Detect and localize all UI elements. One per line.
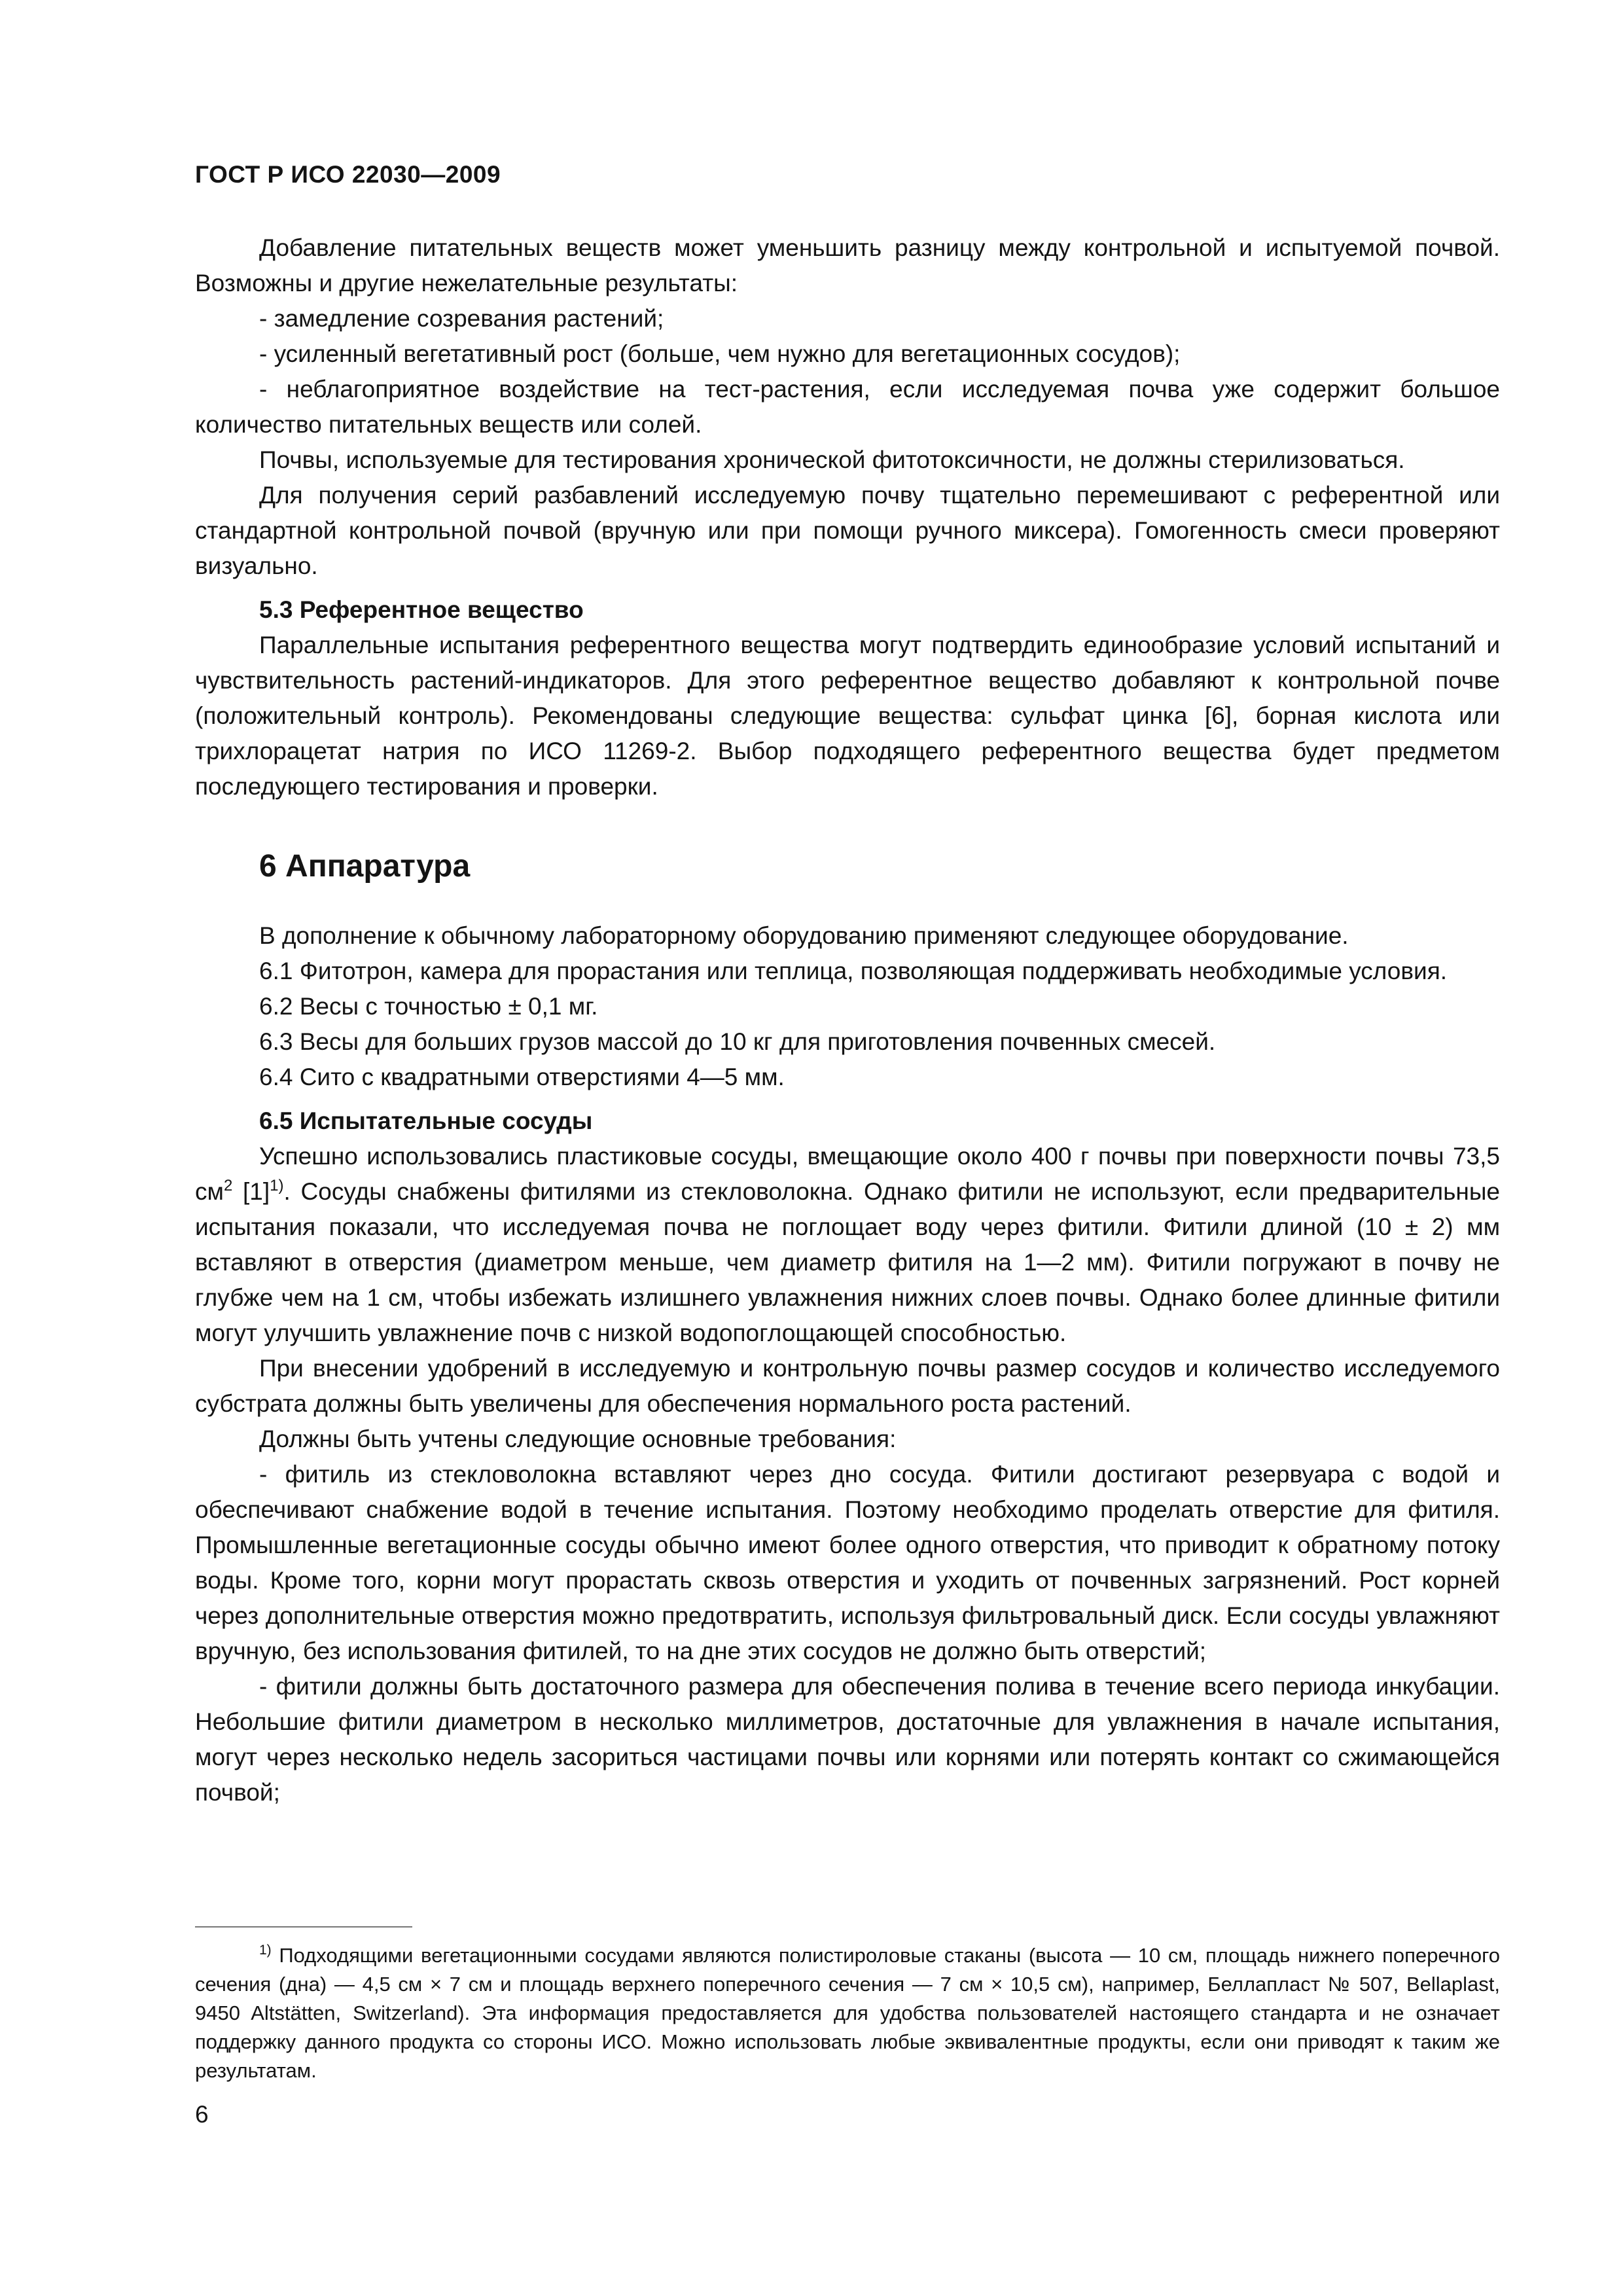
main-text (195, 230, 1500, 1810)
text-run: . Сосуды снабжены фитилями из стекловолокна. Однако фитили не используют, если предварительные испытания показали, что исследуемая почва не поглощает воду через фитили. Фитили длиной (10 ± 2) мм вставляют в отверстия (диаметром меньше, чем диаметр фитиля на 1—2 мм). Фитили погружают в почву не глубже чем на 1 см, чтобы избежать излишнего увлажнения нижних слоев почвы. Однако более длинные фитили могут улучшить увлажнение почв с низкой водопоглощающей способностью. (195, 1178, 1501, 1346)
footnote-mark: 1) (259, 1943, 272, 1958)
paragraph: Параллельные испытания референтного вещества могут подтвердить единообразие условий испытаний и чувствительность растений-индикаторов. Для этого референтное вещество добавляют к контрольной почве (положительный контроль). Рекомендованы следующие вещества: сульфат цинка [6], борная кислота или трихлорацетат натрия по ИСО 11269-2. Выбор подходящего референтного вещества будет предметом последующего тестирования и проверки. (195, 632, 1500, 800)
footnote-body: Подходящими вегетационными сосудами являются полистироловые стаканы (высота — 10 см, площадь нижнего поперечного сечения (дна) — 4,5 см × 7 см и площадь верхнего поперечного сечения — 7 см × 10,5 см), например, Беллапласт № 507, Bellaplast, 9450 Altstätten, Switzerland). Эта информация предоставляется для удобства пользователей настоящего стандарта и не означает поддержку данного продукта со стороны ИСО. Можно использовать любые эквивалентные продукты, если они приводят к таким же результатам. (195, 1944, 1500, 2082)
text-run: [1] (232, 1178, 270, 1205)
paragraph: 6.3 Весы для больших грузов массой до 10 кг для приготовления почвенных смесей. (259, 1028, 1216, 1055)
page-number: 6 (195, 2101, 209, 2128)
footnote-ref: 1) (270, 1177, 284, 1194)
list-item: - фитили должны быть достаточного размера для обеспечения полива в течение всего периода инкубации. Небольшие фитили диаметром в несколько миллиметров, достаточные для увлажнения в начале испытания, могут через несколько недель засориться частицами почвы или корнями или потерять контакт со сжимающейся почвой; (195, 1673, 1500, 1806)
document-header: ГОСТ Р ИСО 22030—2009 (195, 161, 501, 188)
paragraph (195, 1139, 1500, 1351)
subsection-heading-5-3: 5.3 Референтное вещество (259, 596, 584, 623)
paragraph: В дополнение к обычному лабораторному оборудованию применяют следующее оборудование. (259, 922, 1349, 949)
footnote-text (195, 1941, 1500, 2085)
paragraph: Должны быть учтены следующие основные требования: (259, 1426, 897, 1452)
footnote (195, 1941, 1500, 2085)
subsection-heading-6-5: 6.5 Испытательные сосуды (259, 1107, 593, 1134)
paragraph: 6.4 Сито с квадратными отверстиями 4—5 мм. (259, 1064, 785, 1090)
paragraph: 6.1 Фитотрон, камера для прорастания или теплица, позволяющая поддерживать необходимые условия. (259, 958, 1448, 984)
paragraph: Для получения серий разбавлений исследуемую почву тщательно перемешивают с референтной или стандартной контрольной почвой (вручную или при помощи ручного миксера). Гомогенность смеси проверяют визуально. (195, 482, 1500, 579)
list-item: - неблагоприятное воздействие на тест-растения, если исследуемая почва уже содержит большое количество питательных веществ или солей. (195, 376, 1500, 438)
paragraph: При внесении удобрений в исследуемую и контрольную почвы размер сосудов и количество исследуемого субстрата должны быть увеличены для обеспечения нормального роста растений. (195, 1355, 1500, 1417)
superscript: 2 (223, 1177, 233, 1194)
list-item: - замедление созревания растений; (259, 305, 664, 332)
paragraph: Почвы, используемые для тестирования хронической фитотоксичности, не должны стерилизоваться. (259, 446, 1405, 473)
section-heading-6: 6 Аппаратура (259, 849, 471, 884)
paragraph: 6.2 Весы с точностью ± 0,1 мг. (259, 993, 598, 1020)
paragraph: Добавление питательных веществ может уменьшить разницу между контрольной и испытуемой почвой. Возможны и другие нежелательные результаты: (195, 234, 1500, 296)
list-item: - фитиль из стекловолокна вставляют через дно сосуда. Фитили достигают резервуара с водой и обеспечивают снабжение водой в течение испытания. Поэтому необходимо проделать отверстие для фитиля. Промышленные вегетационные сосуды обычно имеют более одного отверстия, что приводит к обратному потоку воды. Кроме того, корни могут прорастать сквозь отверстия и уходить от почвенных загрязнений. Рост корней через дополнительные отверстия можно предотвратить, используя фильтровальный диск. Если сосуды увлажняют вручную, без использования фитилей, то на дне этих сосудов не должно быть отверстий; (195, 1461, 1500, 1664)
text-run: Успешно использовались пластиковые сосуды, вмещающие около 400 г почвы при поверхности почвы 73,5 см (195, 1143, 1500, 1205)
list-item: - усиленный вегетативный рост (больше, чем нужно для вегетационных сосудов); (259, 340, 1181, 367)
footnote-divider (195, 1926, 412, 1928)
